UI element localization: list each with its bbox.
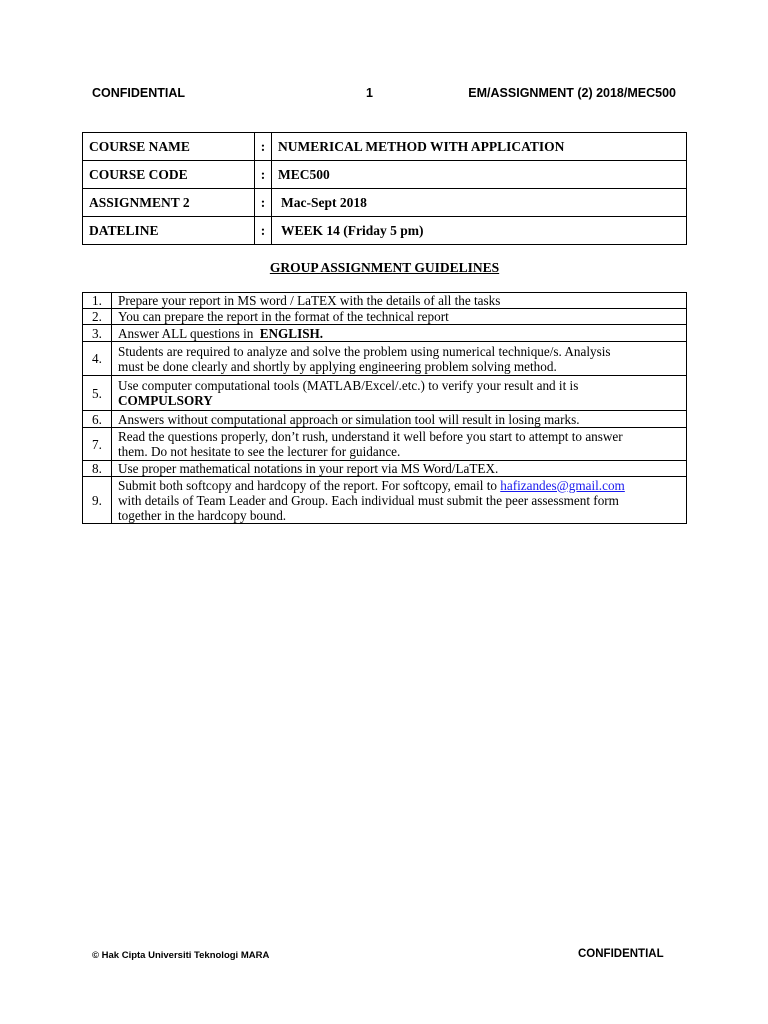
info-separator: : <box>255 133 272 161</box>
header-document-code: EM/ASSIGNMENT (2) 2018/MEC500 <box>468 86 676 100</box>
guideline-text <box>112 325 687 342</box>
info-row-dateline <box>83 217 687 245</box>
info-separator: : <box>255 189 272 217</box>
guideline-number: 8. <box>83 461 112 477</box>
info-separator: : <box>255 161 272 189</box>
guideline-text: Answers without computational approach or simulation tool will result in losing marks. <box>112 411 687 428</box>
guideline-text: Prepare your report in MS word / LaTEX with the details of all the tasks <box>112 293 687 309</box>
guidelines-title: GROUP ASSIGNMENT GUIDELINES <box>269 260 500 275</box>
footer-confidential: CONFIDENTIAL <box>578 948 664 960</box>
guideline-row <box>83 411 687 428</box>
guideline-text <box>112 477 687 524</box>
guideline-line: Use computer computational tools (MATLAB/Excel/.etc.) to verify your result and it is <box>118 378 579 393</box>
guideline-text: Use proper mathematical notations in your report via MS Word/LaTEX. <box>112 461 687 477</box>
course-info-table <box>82 132 687 245</box>
guideline-row <box>83 342 687 376</box>
guideline-number: 2. <box>83 309 112 325</box>
guideline-line: together in the hardcopy bound. <box>118 507 287 523</box>
guideline-text-part: Answer ALL questions in <box>118 325 254 341</box>
info-label: COURSE CODE <box>83 161 255 189</box>
footer-copyright: © Hak Cipta Universiti Teknologi MARA <box>92 950 270 961</box>
guideline-number: 6. <box>83 411 112 428</box>
page-header <box>92 86 682 104</box>
guideline-row <box>83 309 687 325</box>
email-link[interactable]: hafizandes@gmail.com <box>500 477 625 493</box>
guideline-number: 3. <box>83 325 112 342</box>
guideline-number: 1. <box>83 293 112 309</box>
header-confidential: CONFIDENTIAL <box>92 86 186 100</box>
guideline-text <box>112 376 687 411</box>
guideline-emphasis: COMPULSORY <box>118 393 213 408</box>
guideline-line: must be done clearly and shortly by applying engineering problem solving method. <box>118 358 557 374</box>
guideline-row <box>83 376 687 411</box>
info-row-course-code <box>83 161 687 189</box>
guideline-row <box>83 428 687 461</box>
guideline-row <box>83 325 687 342</box>
info-value: WEEK 14 (Friday 5 pm) <box>272 217 687 245</box>
guideline-line: them. Do not hesitate to see the lecturer for guidance. <box>118 444 401 459</box>
guideline-row <box>83 293 687 309</box>
info-label: ASSIGNMENT 2 <box>83 189 255 217</box>
guideline-number: 9. <box>83 477 112 524</box>
info-label: COURSE NAME <box>83 133 255 161</box>
guideline-text <box>112 342 687 376</box>
info-separator: : <box>255 217 272 245</box>
info-row-assignment <box>83 189 687 217</box>
guideline-line <box>118 478 680 493</box>
info-value: NUMERICAL METHOD WITH APPLICATION <box>272 133 687 161</box>
guideline-line: with details of Team Leader and Group. Each individual must submit the peer assessment form <box>118 492 619 508</box>
guideline-text: You can prepare the report in the format of the technical report <box>112 309 687 325</box>
guideline-emphasis: ENGLISH. <box>259 325 324 341</box>
guideline-row <box>83 461 687 477</box>
guideline-line: Students are required to analyze and solve the problem using numerical technique/s. Analysis <box>118 343 611 359</box>
info-value: MEC500 <box>272 161 687 189</box>
guideline-text <box>112 428 687 461</box>
guideline-row <box>83 477 687 524</box>
info-value: Mac-Sept 2018 <box>272 189 687 217</box>
guideline-number: 5. <box>83 376 112 411</box>
info-row-course-name <box>83 133 687 161</box>
info-label: DATELINE <box>83 217 255 245</box>
guideline-line: Read the questions properly, don’t rush, understand it well before you start to attempt to answer <box>118 429 623 444</box>
guideline-number: 4. <box>83 342 112 376</box>
guideline-text-part: Submit both softcopy and hardcopy of the report. For softcopy, email to <box>118 477 497 493</box>
guideline-number: 7. <box>83 428 112 461</box>
guidelines-table <box>82 292 687 524</box>
header-page-number: 1 <box>366 86 373 100</box>
